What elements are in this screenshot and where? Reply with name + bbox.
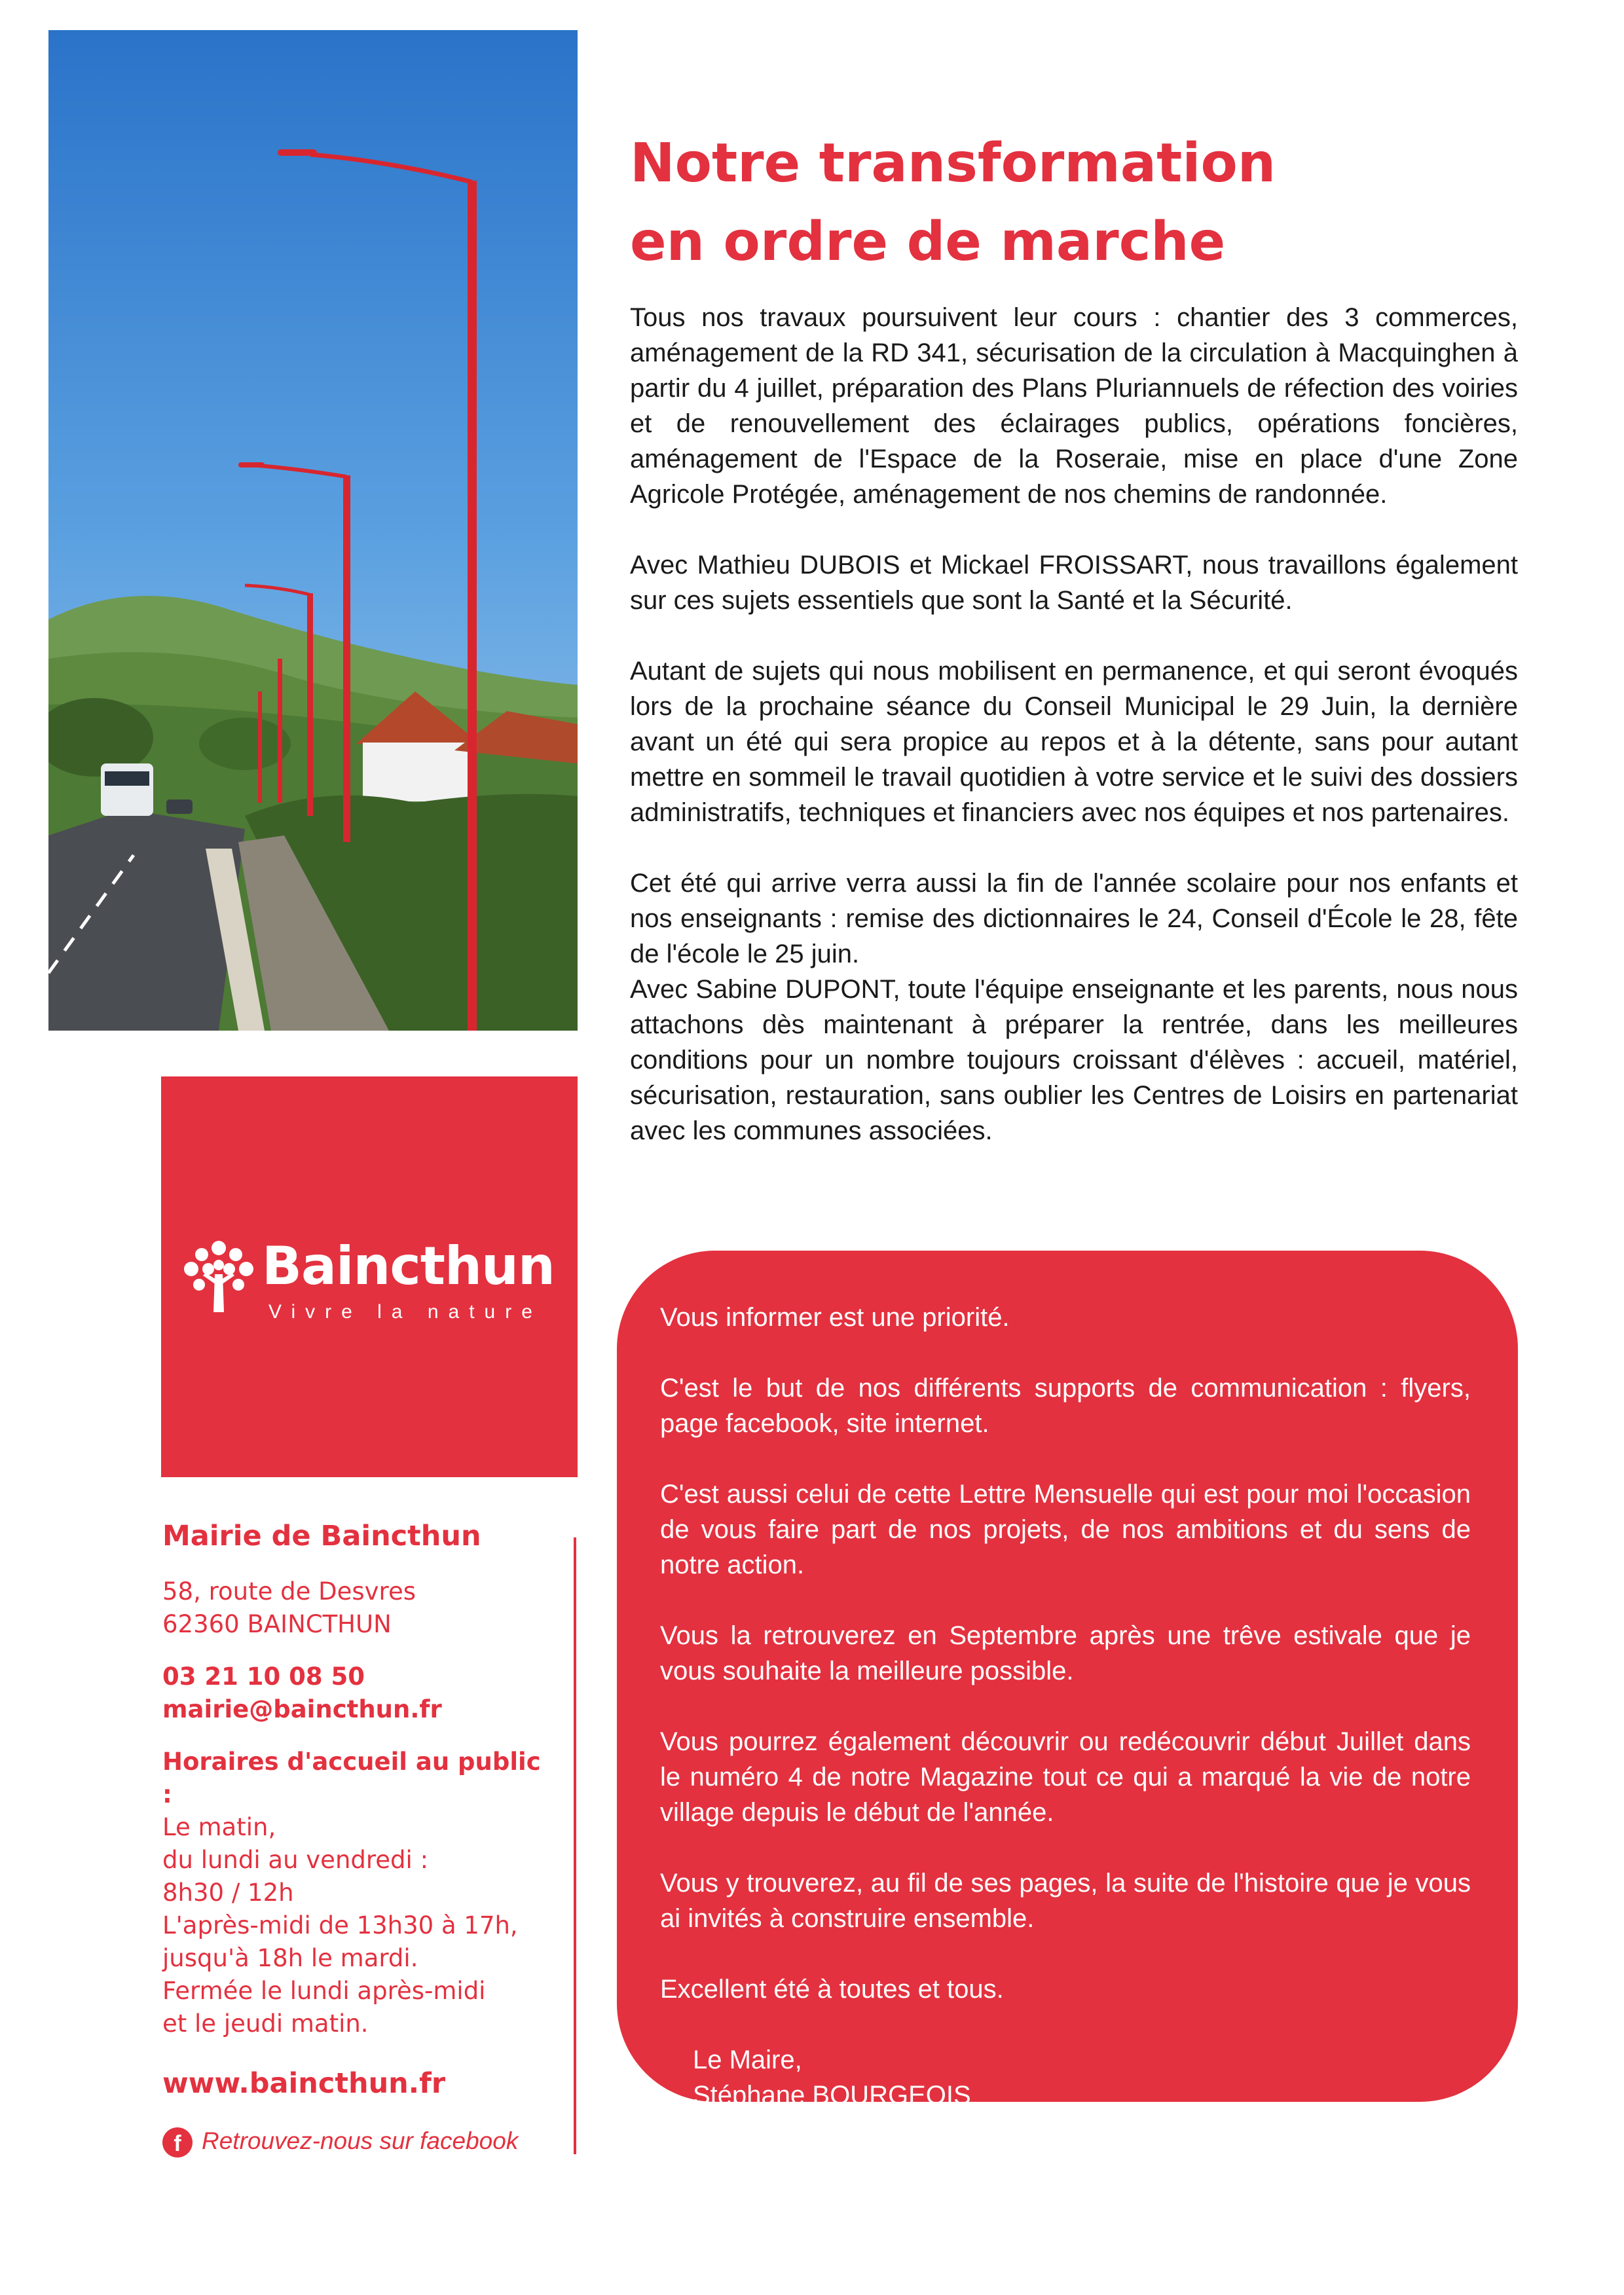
facebook-link[interactable] xyxy=(162,2123,581,2159)
contact-block xyxy=(162,1516,555,2102)
facebook-icon: f xyxy=(162,2127,193,2157)
body-paragraph: Autant de sujets qui nous mobilisent en permanence, et qui seront évoqués lors de la prochaine séance du Conseil Municipal le 29 Juin, la dernière avant un été qui sera propice au repos et à la détente, sans pour autant mettre en sommeil le travail quotidien à votre service et le suivi des dossiers administratifs, techniques et financiers avec nos équipes et nos partenaires. xyxy=(630,657,1518,827)
body-paragraph: Cet été qui arrive verra aussi la fin de l'année scolaire pour nos enfants et nos enseignants : remise des dictionnaires le 24, Conseil d'École le 28, fête de l'école le 25 juin. xyxy=(630,869,1518,968)
mayor-message-box xyxy=(617,1251,1518,2110)
email-link[interactable]: mairie@baincthun.fr xyxy=(162,1695,442,1723)
hours-line: du lundi au vendredi : xyxy=(162,1846,429,1874)
message-paragraph: Vous la retrouverez en Septembre après une trêve estivale que je vous souhaite la meilleure possible. xyxy=(660,1621,1471,1685)
address-line-1: 58, route de Desvres xyxy=(162,1577,416,1606)
page-title xyxy=(630,124,1481,282)
logo-panel xyxy=(161,1076,578,1477)
hours-line: et le jeudi matin. xyxy=(162,2010,369,2038)
facebook-label: Retrouvez-nous sur facebook xyxy=(202,2127,519,2154)
hours-line: jusqu'à 18h le mardi. xyxy=(162,1944,418,1972)
address-line-2: 62360 BAINCTHUN xyxy=(162,1610,392,1638)
message-paragraph: Vous y trouverez, au fil de ses pages, la suite de l'histoire que je vous ai invités à construire ensemble. xyxy=(660,1869,1471,1933)
message-paragraph: C'est le but de nos différents supports de communication : flyers, page facebook, site internet. xyxy=(660,1374,1471,1438)
logo-tagline: Vivre la nature xyxy=(268,1301,542,1323)
hours-line: Le matin, xyxy=(162,1813,276,1841)
logo-name: Baincthun xyxy=(262,1236,555,1296)
body-paragraph: Tous nos travaux poursuivent leur cours : chantier des 3 commerces, aménagement de la RD 341, sécurisation de la circulation à Macquinghen à partir du 4 juillet, préparation des Plans Pluriannuels de réfection des voiries et de renouvellement des éclairages publics, opérations foncières, aménagement de l'Espace de la Roseraie, mise en place d'une Zone Agricole Protégée, aménagement de nos chemins de randonnée. xyxy=(630,303,1518,509)
tree-logo-icon xyxy=(177,1239,262,1312)
message-paragraph: Vous informer est une priorité. xyxy=(660,1303,1010,1332)
message-paragraph: Excellent été à toutes et tous. xyxy=(660,1975,1004,2004)
hours-line: L'après-midi de 13h30 à 17h, xyxy=(162,1911,518,1939)
title-line-1: Notre transformation xyxy=(630,132,1276,194)
body-paragraph: Avec Sabine DUPONT, toute l'équipe enseignante et les parents, nous nous attachons dès maintenant à préparer la rentrée, dans les meilleures conditions pour un nombre toujours croissant d'élèves : accueil, matériel, sécurisation, restauration, sans oublier les Centres de Loisirs en partenariat avec les communes associées. xyxy=(630,975,1518,1145)
hours-line: Fermée le lundi après-midi xyxy=(162,1977,486,2005)
body-paragraph: Avec Mathieu DUBOIS et Mickael FROISSART, nous travaillons également sur ces sujets essentiels que sont la Santé et la Sécurité. xyxy=(630,551,1518,615)
street-lamps-illustration xyxy=(48,30,578,1031)
title-line-2: en ordre de marche xyxy=(630,211,1226,273)
hours-line: 8h30 / 12h xyxy=(162,1879,294,1907)
street-photo xyxy=(48,30,578,1031)
phone-number[interactable]: 03 21 10 08 50 xyxy=(162,1662,365,1691)
signature-role: Le Maire, xyxy=(693,2046,802,2074)
baincthun-logo xyxy=(177,1234,570,1332)
message-paragraph: C'est aussi celui de cette Lettre Mensuelle qui est pour moi l'occasion de vous faire part de nos projets, de nos ambitions et du sens de notre action. xyxy=(660,1480,1471,1579)
website-link[interactable]: www.baincthun.fr xyxy=(162,2067,446,2100)
hours-title: Horaires d'accueil au public : xyxy=(162,1748,541,1808)
mairie-title: Mairie de Baincthun xyxy=(162,1520,481,1552)
signature-name: Stéphane BOURGEOIS xyxy=(693,2081,971,2110)
vertical-divider xyxy=(574,1537,576,2154)
article-body xyxy=(630,300,1518,1184)
message-paragraph: Vous pourrez également découvrir ou redécouvrir début Juillet dans le numéro 4 de notre Magazine tout ce qui a marqué la vie de notre village depuis le début de l'année. xyxy=(660,1727,1471,1827)
